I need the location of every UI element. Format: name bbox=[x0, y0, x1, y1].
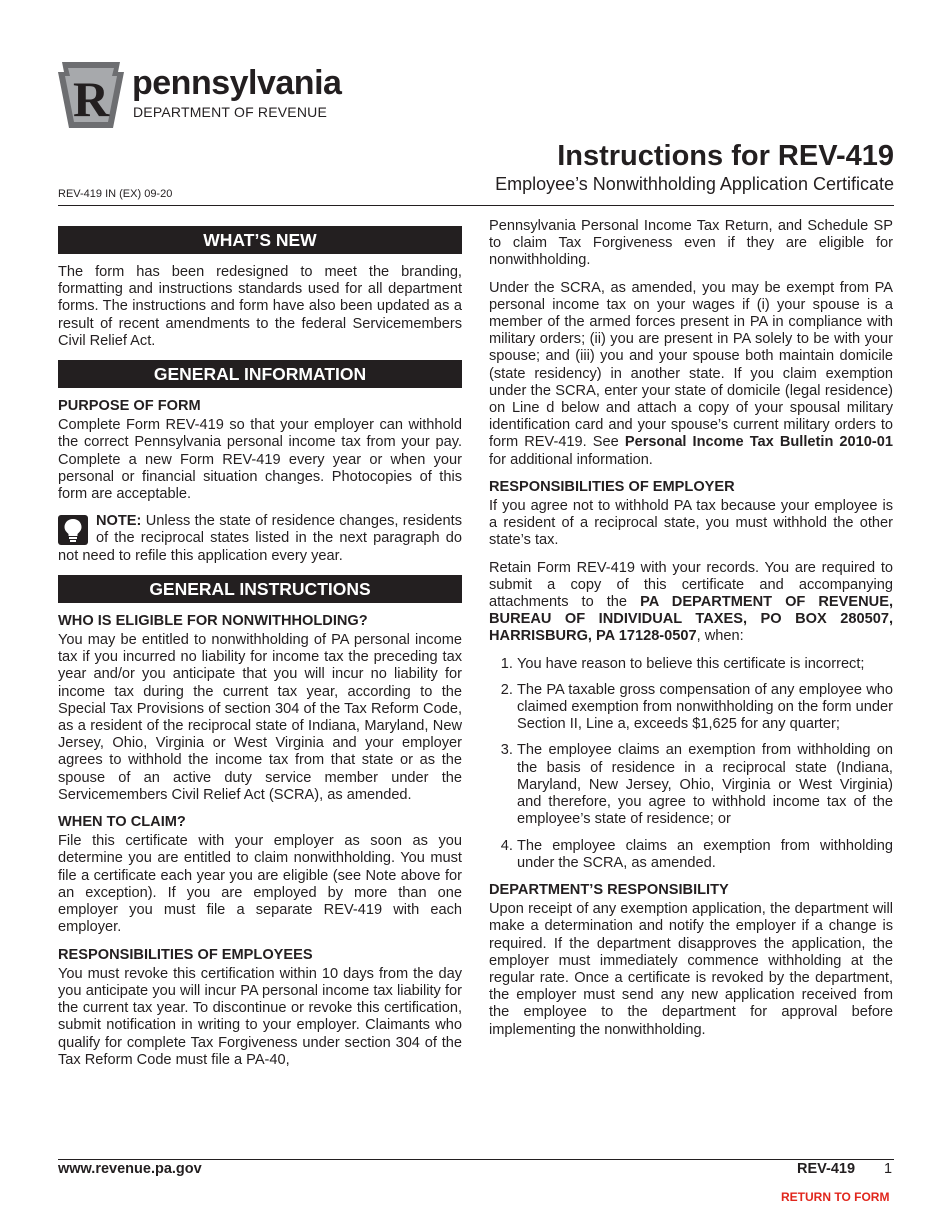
continued-text: Pennsylvania Personal Income Tax Return, and Schedule SP to claim Tax Forgiveness even if they are eligible for nonwithholding. bbox=[489, 218, 893, 269]
purpose-heading: PURPOSE OF FORM bbox=[58, 398, 201, 415]
return-to-form-link[interactable]: RETURN TO FORM bbox=[781, 1190, 890, 1204]
note-block bbox=[58, 513, 462, 565]
list-item: 4. The employee claims an exemption from withholding under the SCRA, as amended. bbox=[517, 838, 893, 872]
retain-mailing-address: PA DEPARTMENT OF REVENUE, BUREAU OF INDIVIDUAL TAXES, PO BOX 280507, HARRISBURG, PA 17128-0507 bbox=[489, 594, 894, 645]
employer-responsibilities-heading: RESPONSIBILITIES OF EMPLOYER bbox=[489, 478, 735, 495]
purpose-text: Complete Form REV-419 so that your employer can withhold the correct Pennsylvania personal income tax from your pay. Complete a new Form REV-419 every year or when your personal or financial situation changes. Photocopies of this form are acceptable. bbox=[58, 417, 462, 503]
right-column bbox=[489, 218, 893, 1049]
page-number: 1 bbox=[884, 1161, 893, 1177]
eligible-text: You may be entitled to nonwithholding of PA personal income tax if you incurred no liability for income tax the preceding tax year and/or you anticipate that you will incur no liability for income tax during the current tax year, according to the Special Tax Provisions of section 304 of the Tax Reform Code, as a resident of the reciprocal state of Indiana, Maryland, New Jersey, Ohio, Virginia or West Virginia and your employer agrees to withhold the income tax from that state or as the spouse of an active duty service member under the Servicemembers Civil Relief Act (SCRA), as amended. bbox=[58, 632, 462, 803]
pa-revenue-logo bbox=[56, 60, 346, 130]
note-label: NOTE: bbox=[96, 513, 142, 530]
scra-text-part-2: for additional information. bbox=[489, 451, 653, 468]
left-column bbox=[58, 218, 462, 1079]
list-item: 3. The employee claims an exemption from withholding on the basis of residence in a reciprocal state (Indiana, Maryland, New Jersey, Ohio, Virginia or West Virginia) and therefore, you agree to withhold income tax of the employee’s state of residence; or bbox=[517, 742, 893, 828]
employee-responsibilities-text: You must revoke this certification within 10 days from the day you anticipate you will incur PA personal income tax liability for the current tax year. To discontinue or revoke this certification, submit notification in writing to your employer. Claimants who qualify for complete Tax Forgiveness under section 304 of the Tax Reform Code must file a PA-40, bbox=[58, 965, 462, 1068]
footer-form-number: REV-419 bbox=[797, 1161, 856, 1177]
list-item: 2. The PA taxable gross compensation of any employee who claimed exemption from nonwithholding on the form under Section II, Line a, exceeds $1,625 for any quarter; bbox=[517, 682, 893, 734]
logo-name: pennsylvania bbox=[132, 64, 342, 102]
keystone-logo-icon bbox=[56, 60, 126, 130]
whats-new-text: The form has been redesigned to meet the branding, formatting and instructions standards used for all department forms. The instructions and form have also been updated as a result of recent amendments to the federal Servicemembers Civil Relief Act. bbox=[58, 264, 462, 349]
department-responsibility-heading: DEPARTMENT’S RESPONSIBILITY bbox=[489, 881, 729, 898]
footer-website: www.revenue.pa.gov bbox=[58, 1161, 202, 1177]
scra-paragraph bbox=[489, 280, 893, 469]
section-heading-general-information: GENERAL INFORMATION bbox=[58, 360, 462, 388]
department-responsibility-text: Upon receipt of any exemption application, the department will make a determination and notify the employer if a change is required. If the department disapproves the application, the employer must immediately commence withholding at the regular rate. Once a certificate is revoked by the department, the employer must send any new application received from the employee to the department for approval before implementing the nonwithholding. bbox=[489, 901, 893, 1038]
header-divider bbox=[58, 205, 894, 206]
when-to-claim-heading: WHEN TO CLAIM? bbox=[58, 814, 186, 831]
section-heading-whats-new: WHAT’S NEW bbox=[58, 226, 462, 254]
section-heading-general-instructions: GENERAL INSTRUCTIONS bbox=[58, 575, 462, 603]
lightbulb-icon bbox=[58, 515, 88, 545]
list-item: 1. You have reason to believe this certificate is incorrect; bbox=[517, 656, 893, 673]
retain-text-part-2: , when: bbox=[696, 628, 744, 645]
scra-bulletin-reference: Personal Income Tax Bulletin 2010-01 bbox=[624, 434, 893, 451]
when-to-claim-text: File this certificate with your employer as soon as you determine you are entitled to claim nonwithholding. You must file a certificate each year you are eligible (see Note above for an exception). If you are employed by more than one employer you must file a separate REV-419 with each employer. bbox=[58, 833, 462, 936]
conditions-list bbox=[489, 656, 893, 872]
retain-text-part-1: Retain Form REV-419 with your records. You are required to submit a copy of this certificate and accompanying attachments to the bbox=[489, 559, 893, 611]
footer-divider bbox=[58, 1159, 894, 1160]
document-subtitle: Employee’s Nonwithholding Application Certificate bbox=[495, 174, 894, 194]
employer-responsibilities-text: If you agree not to withhold PA tax because your employee is a resident of a reciprocal state, you must withhold the other state’s tax. bbox=[489, 498, 893, 549]
scra-text-part-1: Under the SCRA, as amended, you may be exempt from PA personal income tax on your wages if (i) your spouse is a member of the armed forces present in PA in compliance with military orders; (ii) you are present in PA solely to be with your spouse; and (iii) you and your spouse both maintain domicile (state residency) in another state. If you claim exemption under the SCRA, enter your state of domicile (legal residence) on Line d below and attach a copy of your spousal military identification card and your spouse’s current military orders to form REV-419. See bbox=[489, 279, 893, 451]
logo-department: DEPARTMENT OF REVENUE bbox=[133, 104, 328, 120]
eligible-heading: WHO IS ELIGIBLE FOR NONWITHHOLDING? bbox=[58, 612, 368, 629]
retain-paragraph bbox=[489, 560, 893, 646]
form-code: REV-419 IN (EX) 09-20 bbox=[58, 188, 173, 200]
logo-letter: R bbox=[72, 71, 110, 127]
note-text: Unless the state of residence changes, residents of the reciprocal states listed in the next paragraph do not need to refile this application every year. bbox=[58, 513, 462, 564]
document-title: Instructions for REV-419 bbox=[557, 140, 894, 172]
employee-responsibilities-heading: RESPONSIBILITIES OF EMPLOYEES bbox=[58, 946, 313, 963]
